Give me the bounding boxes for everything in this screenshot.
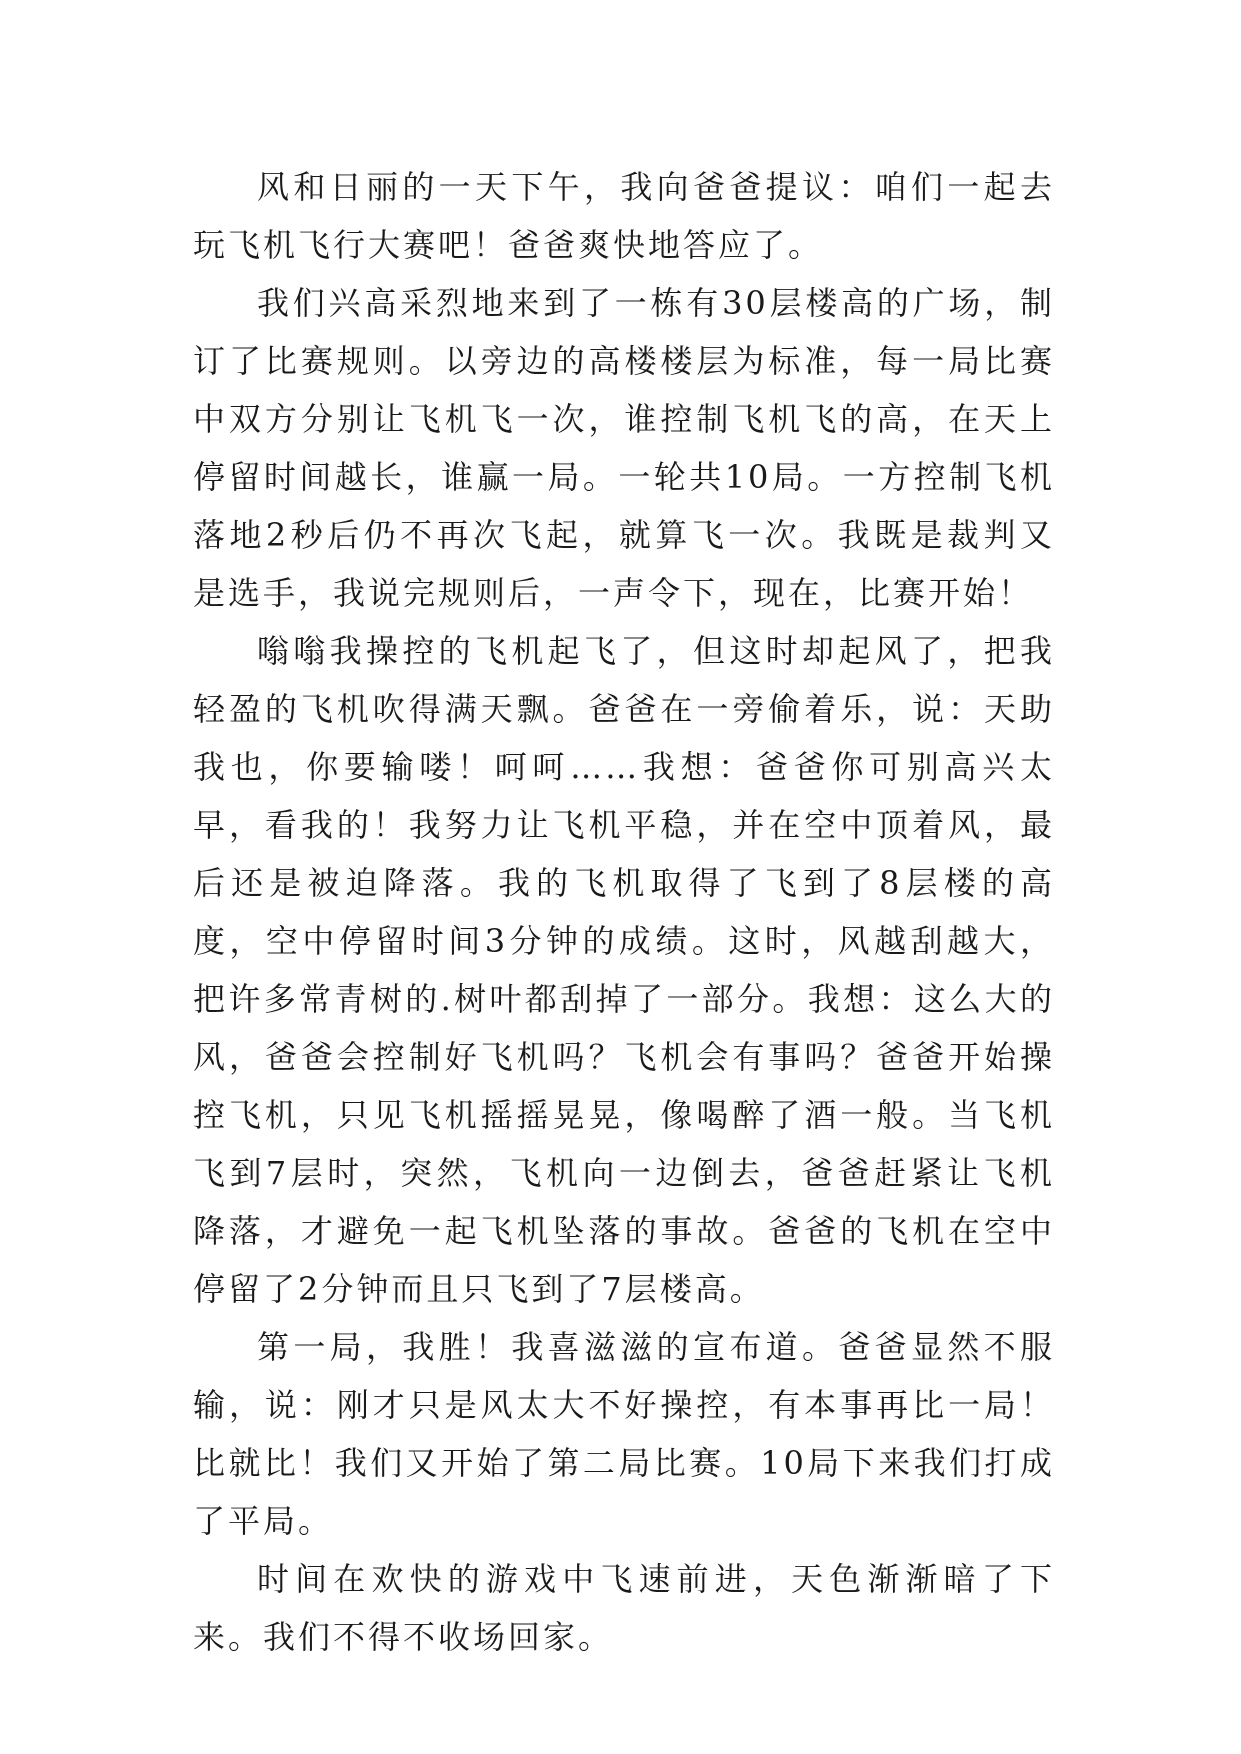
paragraph-2: 我们兴高采烈地来到了一栋有30层楼高的广场，制订了比赛规则。以旁边的高楼楼层为标准，每一局比赛中双方分别让飞机飞一次，谁控制飞机飞的高，在天上停留时间越长，谁赢一局。一轮共10局。一方控制飞机落地2秒后仍不再次飞起，就算飞一次。我既是裁判又是选手，我说完规则后，一声令下，现在，比赛开始！ (193, 284, 1055, 612)
paragraph-4: 第一局，我胜！我喜滋滋的宣布道。爸爸显然不服输，说：刚才只是风太大不好操控，有本事再比一局！比就比！我们又开始了第二局比赛。10局下来我们打成了平局。 (193, 1328, 1055, 1540)
paragraph-5: 时间在欢快的游戏中飞速前进，天色渐渐暗了下来。我们不得不收场回家。 (193, 1560, 1055, 1656)
paragraph-1: 风和日丽的一天下午，我向爸爸提议：咱们一起去玩飞机飞行大赛吧！爸爸爽快地答应了。 (193, 168, 1055, 264)
paragraph-3: 嗡嗡我操控的飞机起飞了，但这时却起风了，把我轻盈的飞机吹得满天飘。爸爸在一旁偷着乐，说：天助我也，你要输喽！呵呵……我想：爸爸你可别高兴太早，看我的！我努力让飞机平稳，并在空中顶着风，最后还是被迫降落。我的飞机取得了飞到了8层楼的高度，空中停留时间3分钟的成绩。这时，风越刮越大，把许多常青树的.树叶都刮掉了一部分。我想：这么大的风，爸爸会控制好飞机吗？飞机会有事吗？爸爸开始操控飞机，只见飞机摇摇晃晃，像喝醉了酒一般。当飞机飞到7层时，突然，飞机向一边倒去，爸爸赶紧让飞机降落，才避免一起飞机坠落的事故。爸爸的飞机在空中停留了2分钟而且只飞到了7层楼高。 (193, 632, 1055, 1308)
document-body (193, 158, 1055, 1666)
